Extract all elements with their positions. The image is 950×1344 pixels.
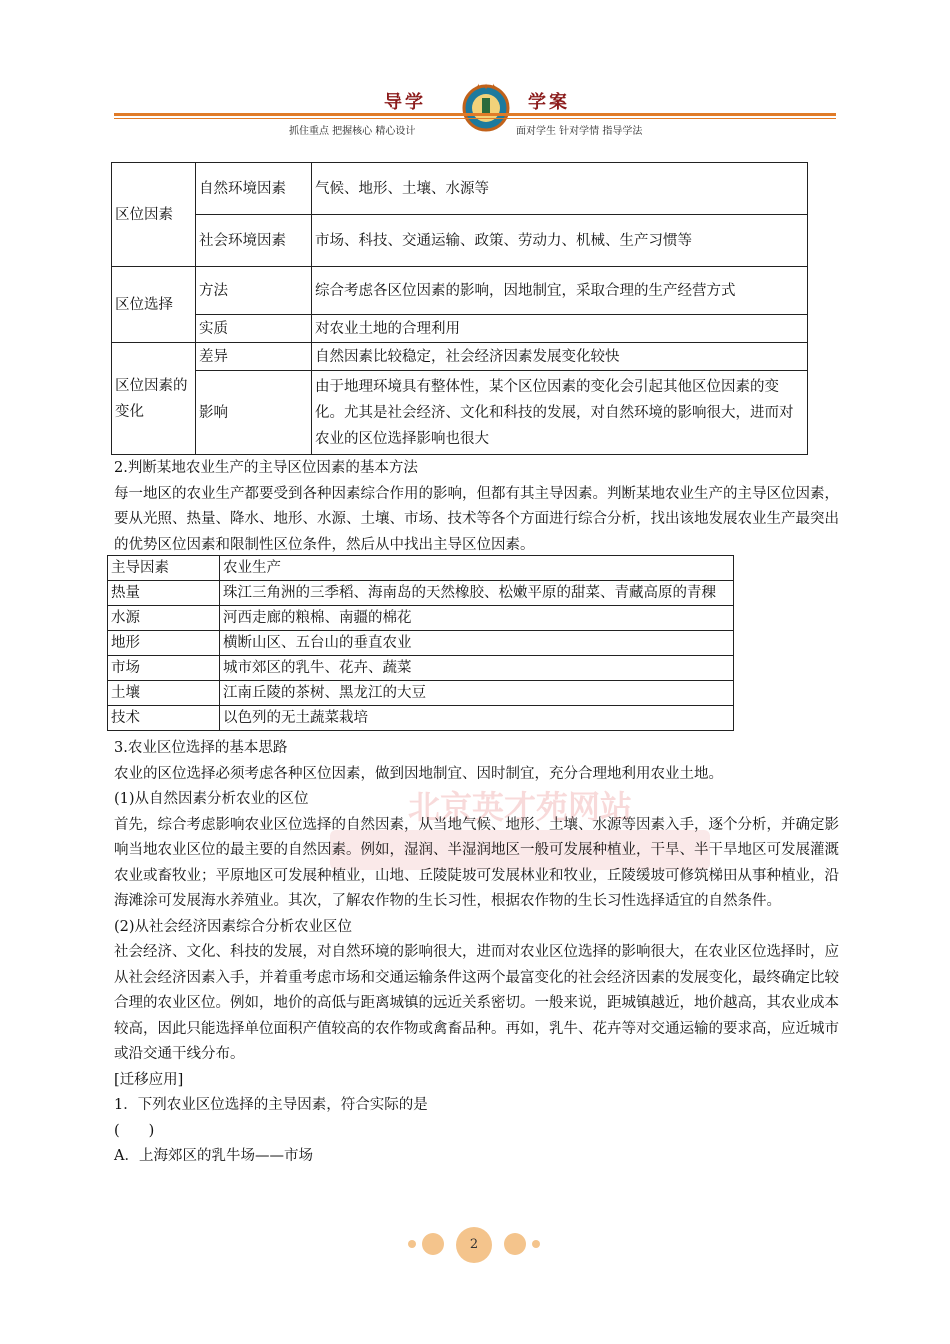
factor-cell: 水源 <box>108 606 220 631</box>
option-a: A．上海郊区的乳牛场——市场 <box>114 1148 313 1164</box>
group-label: 区位选择 <box>112 267 196 343</box>
section-3-heading: 3.农业区位选择的基本思路 <box>114 740 288 756</box>
table-row <box>108 706 734 731</box>
sub-label: 实质 <box>196 315 312 343</box>
header-cell: 农业生产 <box>220 556 734 581</box>
production-cell: 江南丘陵的茶树、黑龙江的大豆 <box>220 681 734 706</box>
sub-label: 差异 <box>196 343 312 371</box>
header-title-left: 导学 <box>384 92 426 113</box>
header-cell: 主导因素 <box>108 556 220 581</box>
page-header <box>114 78 836 138</box>
table-row <box>112 215 808 267</box>
header-slogan-right: 面对学生 针对学情 指导学法 <box>516 126 643 137</box>
table-row <box>112 343 808 371</box>
section-3 <box>114 736 839 1170</box>
group-label: 区位因素 <box>112 163 196 267</box>
factor-cell: 市场 <box>108 656 220 681</box>
content-cell: 自然因素比较稳定，社会经济因素发展变化较快 <box>312 343 808 371</box>
factor-cell: 技术 <box>108 706 220 731</box>
factor-cell: 热量 <box>108 581 220 606</box>
content-cell: 市场、科技、交通运输、政策、劳动力、机械、生产习惯等 <box>312 215 808 267</box>
section-2-body: 每一地区的农业生产都要受到各种因素综合作用的影响，但都有其主导因素。判断某地农业生产的主导区位因素，要从光照、热量、降水、地形、水源、土壤、市场、技术等各个方面进行综合分析，找出该地发展农业生产最突出的优势区位因素和限制性区位条件，然后从中找出主导区位因素。 <box>114 485 839 553</box>
table-row <box>112 371 808 455</box>
header-divider-thin <box>114 118 836 119</box>
table-header-row <box>108 556 734 581</box>
watermark-text: 北京英才苑网站 <box>407 788 633 826</box>
subsection-2-body: 社会经济、文化、科技的发展，对自然环境的影响很大，进而对农业区位选择的影响很大，在农业区位选择时，应从社会经济因素入手，并着重考虑市场和交通运输条件这两个最富变化的社会经济因素的发展变化，最终确定比较合理的农业区位。例如，地价的高低与距离城镇的远近关系密切。一般来说，距城镇越近，地价越高，其农业成本较高，因此只能选择单位面积产值较高的农作物或禽畜品种。再如，乳牛、花卉等对交通运输的要求高，应近城市或沿交通干线分布。 <box>114 944 839 1062</box>
svg-text:✦✦✦: ✦✦✦ <box>474 83 498 93</box>
factor-cell: 地形 <box>108 631 220 656</box>
header-title-right: 学案 <box>528 92 570 113</box>
sub-label: 社会环境因素 <box>196 215 312 267</box>
production-cell: 横断山区、五台山的垂直农业 <box>220 631 734 656</box>
dominant-factor-table <box>107 555 734 731</box>
subsection-1-heading: (1)从自然因素分析农业的区位 <box>114 791 309 807</box>
footer-dot <box>408 1240 416 1248</box>
factor-cell: 土壤 <box>108 681 220 706</box>
answer-paren: ( ) <box>114 1122 155 1139</box>
section-2 <box>114 456 839 558</box>
subsection-2-heading: (2)从社会经济因素综合分析农业区位 <box>114 918 353 935</box>
school-logo-icon <box>456 80 516 132</box>
table-row <box>108 681 734 706</box>
question-1: 1．下列农业区位选择的主导因素，符合实际的是 <box>114 1097 428 1113</box>
sub-label: 方法 <box>196 267 312 315</box>
section-3-intro: 农业的区位选择必须考虑各种区位因素，做到因地制宜、因时制宜，充分合理地利用农业土地。 <box>114 765 723 782</box>
group-label: 区位因素的变化 <box>112 343 196 455</box>
table-row <box>112 267 808 315</box>
table-row <box>112 315 808 343</box>
footer-dot <box>532 1240 540 1248</box>
sub-label: 自然环境因素 <box>196 163 312 215</box>
production-cell: 珠江三角洲的三季稻、海南岛的天然橡胶、松嫩平原的甜菜、青藏高原的青稞 <box>220 581 734 606</box>
location-factors-table <box>111 162 808 455</box>
production-cell: 以色列的无土蔬菜栽培 <box>220 706 734 731</box>
production-cell: 城市郊区的乳牛、花卉、蔬菜 <box>220 656 734 681</box>
table-row <box>108 631 734 656</box>
footer-dot <box>504 1233 526 1255</box>
sub-label: 影响 <box>196 371 312 455</box>
subsection-1-body: 首先，综合考虑影响农业区位选择的自然因素，从当地气候、地形、土壤、水源等因素入手，逐个分析，并确定影响当地农业区位的最主要的自然因素。例如，湿润、半湿润地区一般可发展种植业，干旱、半干旱地区可发展灌溉农业或畜牧业；平原地区可发展种植业，山地、丘陵陡坡可发展林业和牧业，丘陵缓坡可修筑梯田从事种植业，沿海滩涂可发展海水养殖业。其次，了解农作物的生长习性，根据农作物的生长习性选择适宜的自然条件。 <box>114 816 839 909</box>
table-row <box>108 581 734 606</box>
table-row <box>108 606 734 631</box>
content-cell: 气候、地形、土壤、水源等 <box>312 163 808 215</box>
footer-dot <box>422 1233 444 1255</box>
section-2-heading: 2.判断某地农业生产的主导区位因素的基本方法 <box>114 460 418 476</box>
content-cell: 由于地理环境具有整体性，某个区位因素的变化会引起其他区位因素的变化。尤其是社会经济、文化和科技的发展，对自然环境的影响很大，进而对农业的区位选择影响也很大 <box>312 371 808 455</box>
header-divider <box>114 113 836 116</box>
header-slogan-left: 抓住重点 把握核心 精心设计 <box>289 126 416 137</box>
production-cell: 河西走廊的粮棉、南疆的棉花 <box>220 606 734 631</box>
table-row <box>112 163 808 215</box>
page-number: 2 <box>456 1227 492 1263</box>
content-cell: 对农业土地的合理利用 <box>312 315 808 343</box>
practice-heading: [迁移应用] <box>114 1071 184 1088</box>
table-row <box>108 656 734 681</box>
content-cell: 综合考虑各区位因素的影响，因地制宜，采取合理的生产经营方式 <box>312 267 808 315</box>
